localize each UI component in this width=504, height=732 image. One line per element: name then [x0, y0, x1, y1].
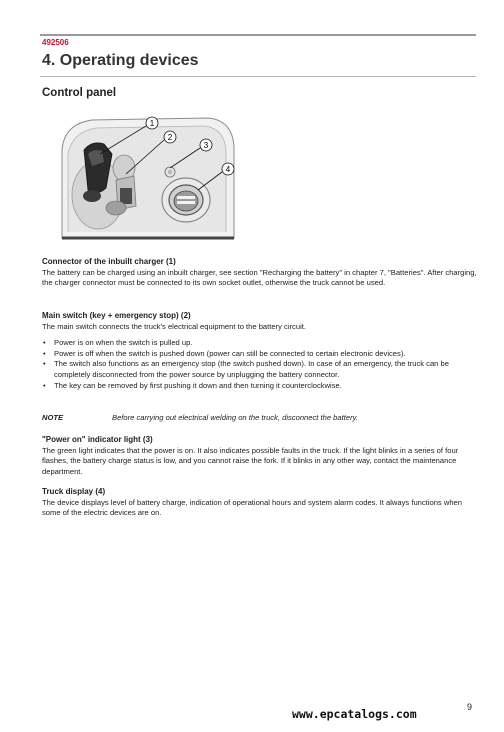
page-number: 9	[467, 702, 473, 712]
callout-2	[164, 131, 176, 143]
main-switch-section	[42, 311, 479, 391]
bullet-glyph: •	[43, 380, 46, 390]
footer-url: www.epcatalogs.com	[292, 707, 417, 721]
charger-heading: Connector of the inbuilt charger (1)	[42, 257, 176, 266]
list-item: • Power is on when the switch is pulled up.	[43, 338, 193, 348]
control-panel-figure	[58, 110, 238, 242]
callout-4	[222, 163, 234, 175]
callout-3	[200, 139, 212, 151]
bullet-glyph: •	[43, 348, 46, 358]
list-item: • The switch also functions as an emergency stop (the switch pushed down). In case of an emergency, the truck can be completely disconnected from the power source by unplugging the battery connector.	[43, 359, 449, 379]
bullet-glyph: •	[43, 338, 46, 348]
note-text: Before carrying out electrical welding on the truck, disconnect the battery.	[112, 413, 358, 422]
main-switch-text: The main switch connects the truck's electrical equipment to the battery circuit.	[42, 321, 306, 331]
indicator-section	[42, 435, 479, 477]
svg-text:3: 3	[203, 141, 209, 150]
section-title: Control panel	[42, 87, 117, 99]
document-code: 492506	[42, 38, 69, 47]
display-section	[42, 487, 479, 519]
note-block	[42, 413, 479, 424]
indicator-text: The green light indicates that the power is on. It also indicates possible faults in the truck. If the light blinks in a series of four flashes, the battery charge status is low, and you cannot raise the fork. If it blinks in any other way, contact the maintenance department.	[42, 445, 459, 476]
charger-text: The battery can be charged using an inbuilt charger, see section "Recharging the battery" in chapter 7, "Batteries". After charging, the charger connector must be connected to its own socket outlet, otherwise the truck cannot be used.	[42, 267, 477, 288]
svg-text:2: 2	[167, 133, 173, 142]
main-switch-list	[42, 338, 479, 391]
charger-section	[42, 257, 479, 289]
chapter-rule	[40, 76, 476, 77]
note-label: NOTE	[42, 413, 64, 422]
svg-text:1: 1	[149, 119, 155, 128]
bullet-glyph: •	[43, 359, 46, 369]
display-heading: Truck display (4)	[42, 487, 106, 496]
indicator-heading: "Power on" indicator light (3)	[42, 435, 153, 444]
svg-text:4: 4	[225, 165, 231, 174]
chapter-title: 4. Operating devices	[42, 52, 199, 69]
header-rule	[40, 34, 476, 36]
callout-1	[146, 117, 158, 129]
list-item: • Power is off when the switch is pushed down (power can still be connected to certain electronic devices).	[43, 348, 406, 358]
list-item: • The key can be removed by first pushing it down and then turning it counterclockwise.	[43, 380, 342, 390]
main-switch-heading: Main switch (key + emergency stop) (2)	[42, 311, 191, 320]
display-text: The device displays level of battery charge, indication of operational hours and system alarm codes. It always functions when some of the electric devices are on.	[42, 497, 462, 518]
